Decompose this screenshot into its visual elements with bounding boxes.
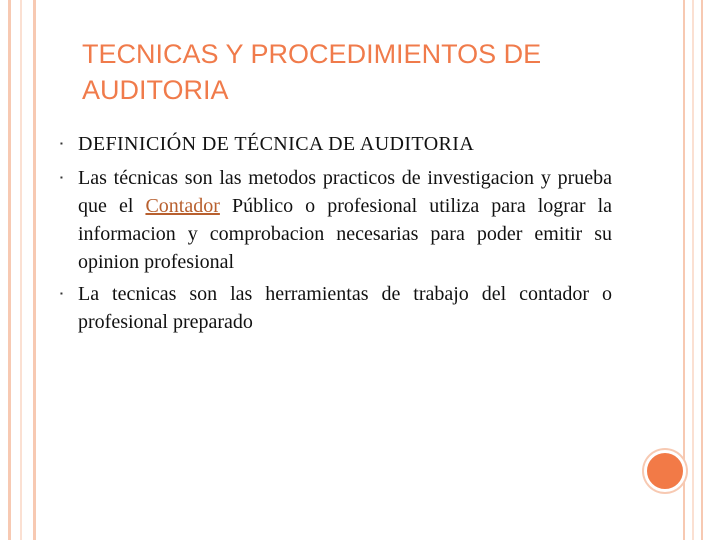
right-decorative-border <box>683 0 703 540</box>
decorative-circle <box>644 450 686 492</box>
bullet-icon: ▪ <box>60 173 63 182</box>
bullet-item-definition <box>60 164 612 276</box>
left-decorative-border <box>8 0 36 540</box>
bullet-text: DEFINICIÓN DE TÉCNICA DE AUDITORIA <box>78 133 475 155</box>
bullet-icon: ▪ <box>60 289 63 298</box>
bullet-text: Público o profesional utiliza para lograr la informacion y comprobacion necesarias para poder emitir su opinion profesional <box>78 195 613 273</box>
bullet-item-tools <box>60 280 612 336</box>
bullet-text: Las técnicas son las metodos practicos de investigacion y prueba que el <box>78 167 612 217</box>
bullet-icon: ▪ <box>60 139 63 148</box>
bullet-text: La tecnicas son las herramientas de trabajo del contador o profesional preparado <box>78 283 612 333</box>
slide-title: TECNICAS Y PROCEDIMIENTOS DE AUDITORIA <box>82 39 542 105</box>
contador-link[interactable]: Contador <box>145 195 220 217</box>
bullet-item-definition-heading <box>60 130 612 158</box>
bullet-list <box>60 130 612 336</box>
